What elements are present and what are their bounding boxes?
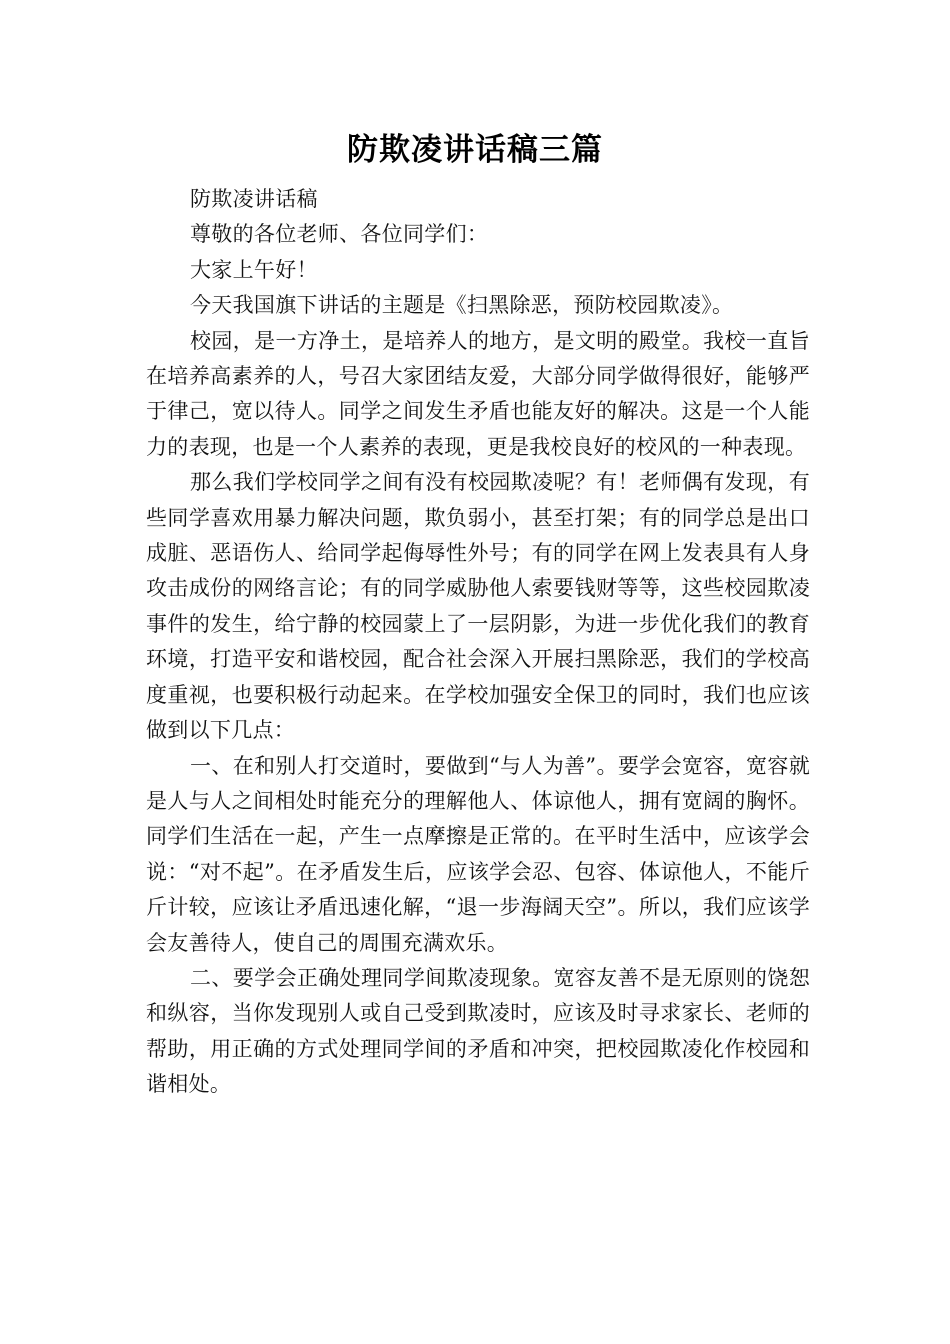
document-title: 防欺凌讲话稿三篇: [347, 132, 603, 168]
paragraph-bullying: 那么我们学校同学之间有没有校园欺凌呢？有！老师偶有发现，有些同学喜欢用暴力解决问题，欺负弱小，甚至打架；有的同学总是出口成脏、恶语伤人、给同学起侮辱性外号；有的同学在网上发表具有人身攻击成份的网络言论；有的同学威胁他人索要钱财等等，这些校园欺凌事件的发生，给宁静的校园蒙上了一层阴影，为进一步优化我们的教育环境，打造平安和谐校园，配合社会深入开展扫黑除恶，我们的学校高度重视，也要积极行动起来。在学校加强安全保卫的同时，我们也应该做到以下几点：: [146, 470, 810, 743]
paragraph-salutation: 尊敬的各位老师、各位同学们：: [190, 222, 489, 247]
paragraph-point-one: 一、在和别人打交道时，要做到“与人为善”。要学会宽容，宽容就是人与人之间相处时能充分的理解他人、体谅他人，拥有宽阔的胸怀。同学们生活在一起，产生一点摩擦是正常的。在平时生活中，应该学会说：“对不起”。在矛盾发生后，应该学会忍、包容、体谅他人，不能斤斤计较，应该让矛盾迅速化解，“退一步海阔天空”。所以，我们应该学会友善待人，使自己的周围充满欢乐。: [146, 753, 810, 955]
paragraph-topic: 今天我国旗下讲话的主题是《扫黑除恶，预防校园欺凌》。: [190, 293, 734, 318]
paragraph-subtitle: 防欺凌讲话稿: [190, 187, 318, 211]
document-body: [146, 182, 810, 1103]
paragraph-point-two: 二、要学会正确处理同学间欺凌现象。宽容友善不是无原则的饶恕和纵容，当你发现别人或自己受到欺凌时，应该及时寻求家长、老师的帮助，用正确的方式处理同学间的矛盾和冲突，把校园欺凌化作校园和谐相处。: [146, 965, 810, 1097]
paragraph-campus: 校园，是一方净土，是培养人的地方，是文明的殿堂。我校一直旨在培养高素养的人，号召大家团结友爱，大部分同学做得很好，能够严于律己，宽以待人。同学之间发生矛盾也能友好的解决。这是一个人能力的表现，也是一个人素养的表现，更是我校良好的校风的一种表现。: [146, 328, 810, 459]
paragraph-greeting: 大家上午好！: [190, 257, 318, 282]
